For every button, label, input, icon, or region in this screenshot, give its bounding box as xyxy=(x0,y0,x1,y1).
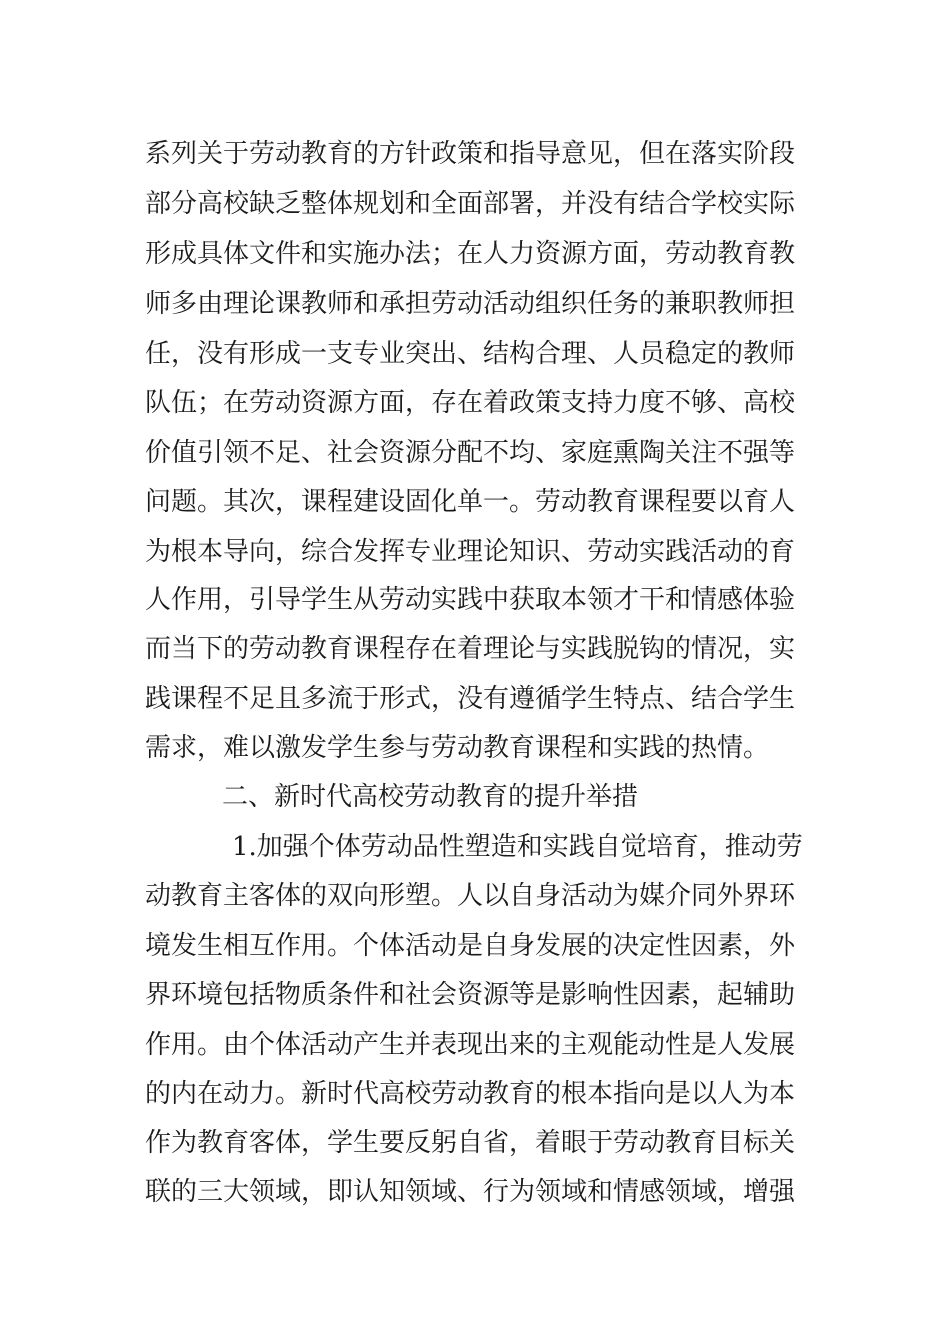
text-line: 系列关于劳动教育的方针政策和指导意见，但在落实阶段 xyxy=(145,139,796,169)
text-line: 任，没有形成一支专业突出、结构合理、人员稳定的教师 xyxy=(145,339,796,369)
text-line: 境发生相互作用。个体活动是自身发展的决定性因素，外 xyxy=(145,931,796,961)
text-line: 界环境包括物质条件和社会资源等是影响性因素，起辅助 xyxy=(145,980,796,1010)
text-line: 的内在动力。新时代高校劳动教育的根本指向是以人为本 xyxy=(145,1079,796,1109)
text-line: 价值引领不足、社会资源分配不均、家庭熏陶关注不强等 xyxy=(145,438,796,468)
text-line: 为根本导向，综合发挥专业理论知识、劳动实践活动的育 xyxy=(145,537,796,567)
text-line: 践课程不足且多流于形式，没有遵循学生特点、结合学生 xyxy=(145,684,796,714)
text-line: 联的三大领域，即认知领域、行为领域和情感领域，增强 xyxy=(145,1177,796,1207)
text-line: 动教育主客体的双向形塑。人以自身活动为媒介同外界环 xyxy=(145,881,796,911)
text-line: 师多由理论课教师和承担劳动活动组织任务的兼职教师担 xyxy=(145,289,796,319)
text-line: 而当下的劳动教育课程存在着理论与实践脱钩的情况，实 xyxy=(145,634,796,664)
section-heading: 二、新时代高校劳动教育的提升举措 xyxy=(222,782,639,812)
text-line: 作为教育客体，学生要反躬自省，着眼于劳动教育目标关 xyxy=(145,1128,796,1158)
text-line: 1.加强个体劳动品性塑造和实践自觉培育，推动劳 xyxy=(232,832,803,862)
text-line: 队伍；在劳动资源方面，存在着政策支持力度不够、高校 xyxy=(145,388,796,418)
text-line: 需求，难以激发学生参与劳动教育课程和实践的热情。 xyxy=(145,733,770,763)
text-line: 部分高校缺乏整体规划和全面部署，并没有结合学校实际 xyxy=(145,189,796,219)
text-line: 问题。其次，课程建设固化单一。劳动教育课程要以育人 xyxy=(145,487,796,517)
text-line: 人作用，引导学生从劳动实践中获取本领才干和情感体验 xyxy=(145,585,796,615)
text-line: 形成具体文件和实施办法；在人力资源方面，劳动教育教 xyxy=(145,239,796,269)
text-line: 作用。由个体活动产生并表现出来的主观能动性是人发展 xyxy=(145,1030,796,1060)
